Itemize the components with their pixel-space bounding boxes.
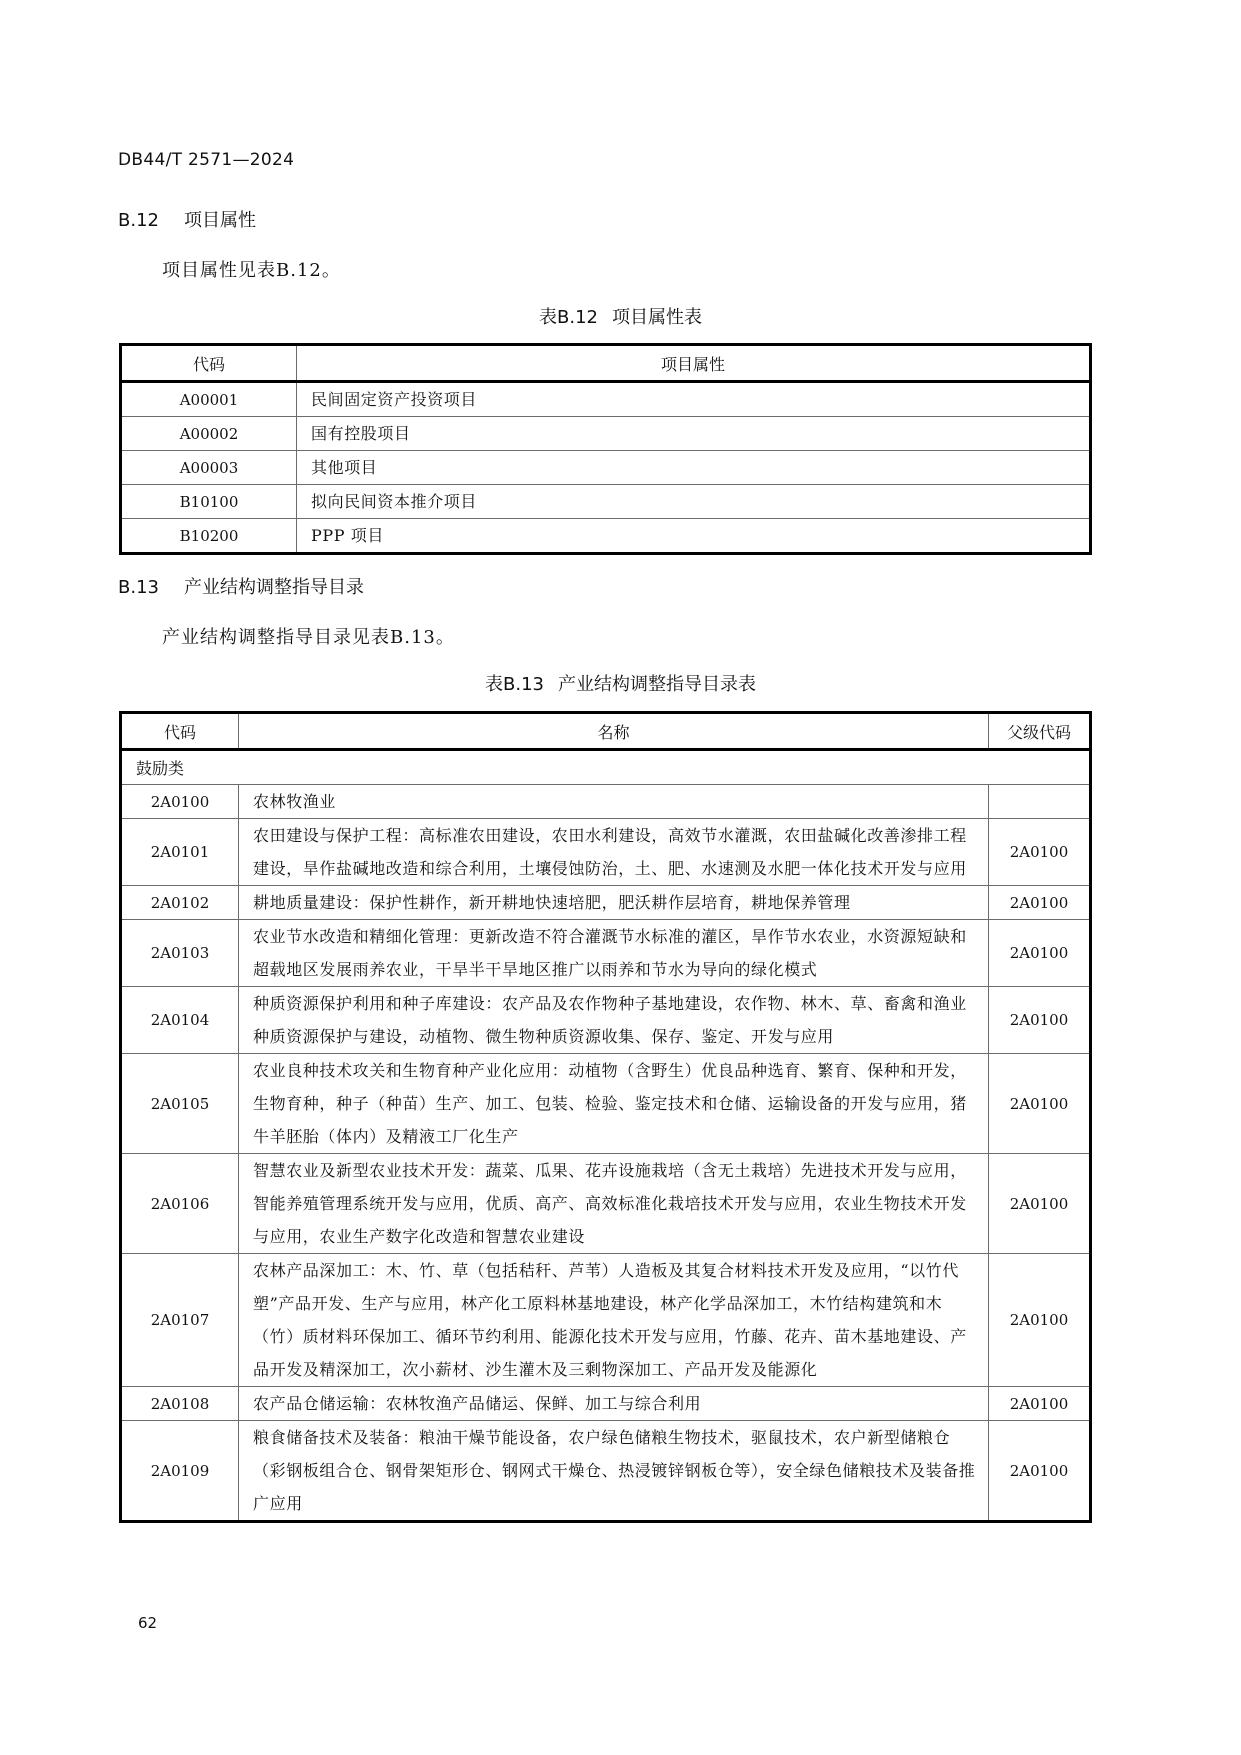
row-parent-code (989, 785, 1091, 819)
table-row (121, 1421, 1091, 1522)
table-row (121, 1387, 1091, 1421)
row-name: 农业良种技术攻关和生物育种产业化应用：动植物（含野生）优良品种选育、繁育、保种和开发，生物育种，种子（种苗）生产、加工、包装、检验、鉴定技术和仓储、运输设备的开发与应用，猪牛羊胚胎（体内）及精液工厂化生产 (239, 1054, 989, 1154)
row-code: 2A0108 (121, 1387, 239, 1421)
section-paragraph-b13: 产业结构调整指导目录见表B.13。 (162, 627, 455, 648)
row-code: 2A0100 (121, 785, 239, 819)
row-code: 2A0109 (121, 1421, 239, 1522)
row-code: B10200 (121, 519, 297, 554)
row-parent-code: 2A0100 (989, 920, 1091, 987)
row-code: 2A0107 (121, 1254, 239, 1387)
table-row (121, 382, 1091, 417)
row-parent-code: 2A0100 (989, 1421, 1091, 1522)
column-header-code: 代码 (121, 713, 239, 750)
page-number: 62 (138, 1614, 158, 1632)
row-name: 农业节水改造和精细化管理：更新改造不符合灌溉节水标准的灌区，旱作节水农业，水资源短缺和超载地区发展雨养农业，干旱半干旱地区推广以雨养和节水为导向的绿化模式 (239, 920, 989, 987)
table-row (121, 819, 1091, 886)
row-name: 农林产品深加工：木、竹、草（包括秸秆、芦苇）人造板及其复合材料技术开发及应用，“以竹代塑”产品开发、生产与应用，林产化工原料林基地建设，林产化学品深加工，木竹结构建筑和木（竹）质材料环保加工、循环节约利用、能源化技术开发与应用，竹藤、花卉、苗木基地建设、产品开发及精深加工，次小薪材、沙生灌木及三剩物深加工、产品开发及能源化 (239, 1254, 989, 1387)
row-name: 农林牧渔业 (239, 785, 989, 819)
section-paragraph-b12: 项目属性见表B.12。 (162, 260, 341, 281)
row-attribute: 拟向民间资本推介项目 (297, 485, 1091, 519)
table-title-text: 项目属性表 (611, 307, 702, 328)
column-header-attribute: 项目属性 (297, 345, 1091, 382)
row-name: 农田建设与保护工程：高标准农田建设，农田水利建设，高效节水灌溉，农田盐碱化改善渗排工程建设，旱作盐碱地改造和综合利用，土壤侵蚀防治，土、肥、水速测及水肥一体化技术开发与应用 (239, 819, 989, 886)
table-row (121, 417, 1091, 451)
row-name: 种质资源保护利用和种子库建设：农产品及农作物种子基地建设，农作物、林木、草、畜禽和渔业种质资源保护与建设，动植物、微生物种质资源收集、保存、鉴定、开发与应用 (239, 987, 989, 1054)
table-row (121, 485, 1091, 519)
table-row (121, 1254, 1091, 1387)
row-parent-code: 2A0100 (989, 819, 1091, 886)
table-title-number: 表B.12 (539, 307, 598, 328)
row-name: 粮食储备技术及装备：粮油干燥节能设备，农户绿色储粮生物技术，驱鼠技术，农户新型储粮仓（彩钢板组合仓、钢骨架矩形仓、钢网式干燥仓、热浸镀锌钢板仓等），安全绿色储粮技术及装备推广应用 (239, 1421, 989, 1522)
category-label: 鼓励类 (121, 750, 1091, 785)
section-heading-b12 (118, 206, 256, 232)
column-header-parent-code: 父级代码 (989, 713, 1091, 750)
row-name: 农产品仓储运输：农林牧渔产品储运、保鲜、加工与综合利用 (239, 1387, 989, 1421)
row-parent-code: 2A0100 (989, 886, 1091, 920)
row-parent-code: 2A0100 (989, 1154, 1091, 1254)
section-number: B.13 (118, 577, 159, 598)
row-code: 2A0103 (121, 920, 239, 987)
section-title: 产业结构调整指导目录 (184, 577, 364, 598)
table-row (121, 886, 1091, 920)
section-number: B.12 (118, 210, 159, 231)
table-title-text: 产业结构调整指导目录表 (557, 674, 756, 695)
row-code: A00002 (121, 417, 297, 451)
column-header-name: 名称 (239, 713, 989, 750)
project-attribute-table (119, 343, 1092, 555)
row-parent-code: 2A0100 (989, 987, 1091, 1054)
table-row (121, 920, 1091, 987)
row-code: 2A0105 (121, 1054, 239, 1154)
row-code: A00003 (121, 451, 297, 485)
row-code: A00001 (121, 382, 297, 417)
table-row (121, 451, 1091, 485)
category-row (121, 750, 1091, 785)
row-code: B10100 (121, 485, 297, 519)
table-title-b12 (0, 303, 1241, 329)
table-row (121, 1154, 1091, 1254)
section-title: 项目属性 (184, 210, 256, 231)
row-name: 智慧农业及新型农业技术开发：蔬菜、瓜果、花卉设施栽培（含无土栽培）先进技术开发与应用，智能养殖管理系统开发与应用，优质、高产、高效标准化栽培技术开发与应用，农业生物技术开发与应用，农业生产数字化改造和智慧农业建设 (239, 1154, 989, 1254)
row-attribute: 民间固定资产投资项目 (297, 382, 1091, 417)
table-title-b13 (0, 670, 1241, 696)
table-row (121, 519, 1091, 554)
row-attribute: PPP 项目 (297, 519, 1091, 554)
industry-guidance-table (119, 711, 1092, 1523)
row-attribute: 其他项目 (297, 451, 1091, 485)
row-parent-code: 2A0100 (989, 1387, 1091, 1421)
column-header-code: 代码 (121, 345, 297, 382)
row-name: 耕地质量建设：保护性耕作，新开耕地快速培肥，肥沃耕作层培育，耕地保养管理 (239, 886, 989, 920)
row-code: 2A0106 (121, 1154, 239, 1254)
document-code: DB44/T 2571—2024 (118, 150, 295, 170)
section-heading-b13 (118, 573, 364, 599)
table-row (121, 1054, 1091, 1154)
row-parent-code: 2A0100 (989, 1254, 1091, 1387)
table-title-number: 表B.13 (485, 674, 544, 695)
row-attribute: 国有控股项目 (297, 417, 1091, 451)
row-code: 2A0101 (121, 819, 239, 886)
row-code: 2A0104 (121, 987, 239, 1054)
table-row (121, 987, 1091, 1054)
row-code: 2A0102 (121, 886, 239, 920)
table-row (121, 785, 1091, 819)
row-parent-code: 2A0100 (989, 1054, 1091, 1154)
